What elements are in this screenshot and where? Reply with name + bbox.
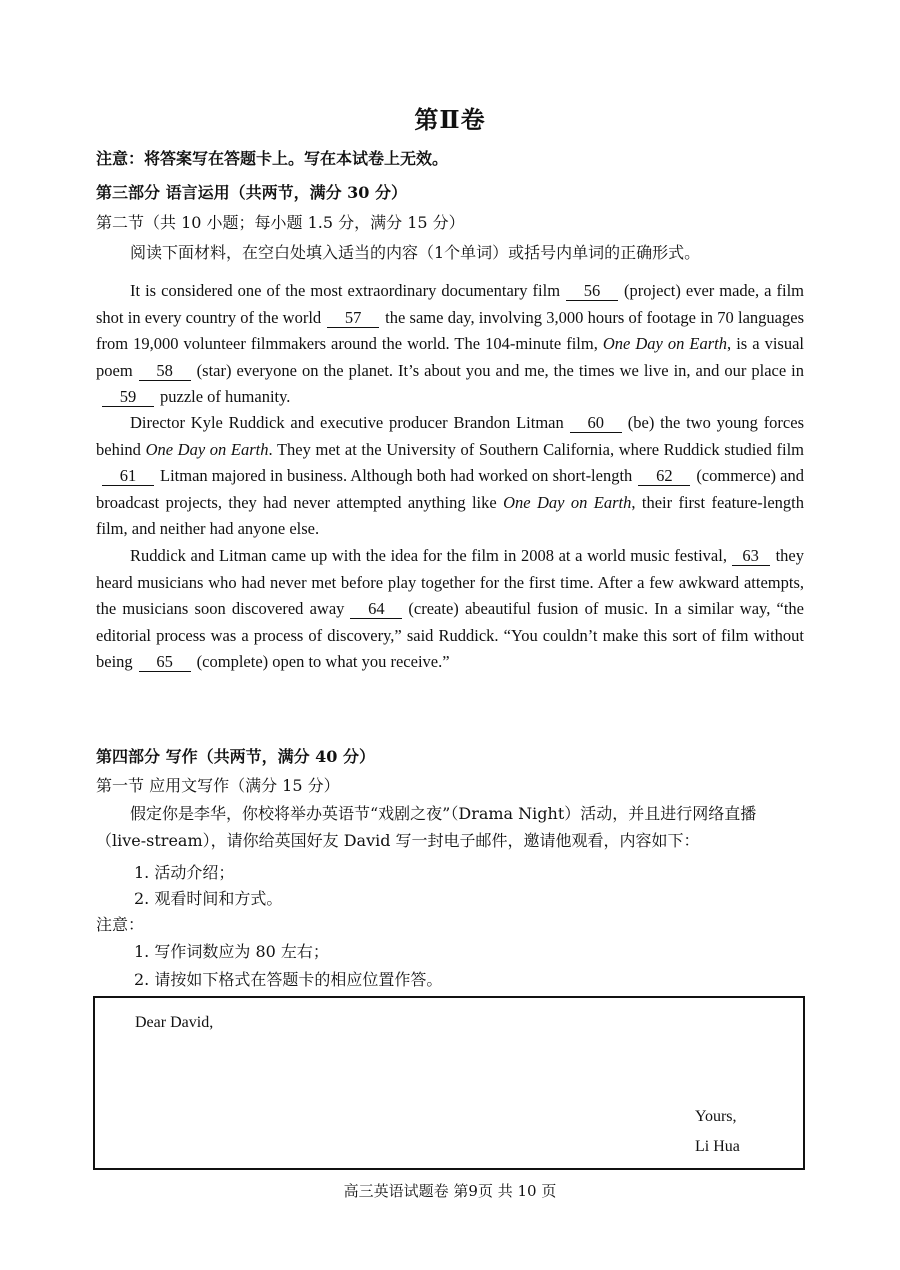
film-title: One Day on Earth [503, 492, 632, 512]
para1-text: puzzle of humanity. [160, 387, 291, 406]
para2-text: (commerce) and broadcast projects, they had never attempted anything like [96, 466, 804, 512]
blank-58: 58 [139, 362, 191, 381]
blank-59: 59 [102, 388, 154, 407]
para3-text: Ruddick and Litman came up with the idea for the film in 2008 at a world music festival, [130, 546, 727, 565]
part4-heading: 第四部分 写作（共两节，满分 40 分） [96, 747, 375, 766]
para3-text: they heard musicians who had never met before play together for the first time. After a few awkward attempts, the musicians soon discovered away [96, 546, 805, 618]
part3-heading: 第三部分 语言运用（共两节，满分 30 分） [96, 183, 407, 202]
para3-text: (create) abeautiful fusion of music. In a similar way, “the editorial process was a process of discovery,” said Ruddick. “You couldn’t make this sort of film without being [96, 599, 805, 671]
para1-text: the same day, involving 3,000 hours of footage in 70 languages from 19,000 volunteer filmmakers around the world. The 104-minute film, [96, 307, 804, 353]
part3-instruction: 阅读下面材料，在空白处填入适当的内容（1个单词）或括号内单词的正确形式。 [130, 243, 701, 262]
blank-61: 61 [102, 467, 154, 486]
passage-paragraph-2 [96, 410, 804, 543]
letter-format-box [93, 996, 805, 1170]
blank-60: 60 [570, 414, 622, 433]
film-title: One Day on Earth [145, 439, 269, 459]
para3-text: (complete) open to what you receive.” [196, 652, 450, 671]
blank-57: 57 [327, 309, 379, 328]
part3-section-heading: 第二节（共 10 小题；每小题 1.5 分，满分 15 分） [96, 213, 465, 232]
para2-text: (be) the two young forces behind [96, 413, 804, 459]
para2-text: Director Kyle Ruddick and executive producer Brandon Litman [130, 413, 564, 432]
letter-signature: Li Hua [695, 1138, 740, 1155]
passage-paragraph-1 [96, 278, 804, 411]
volume-title: 第Ⅱ卷 [414, 105, 486, 134]
page-footer: 高三英语试题卷 第9页 共 10 页 [343, 1182, 557, 1200]
part4-section-heading: 第一节 应用文写作（满分 15 分） [96, 776, 340, 795]
para2-text: , their first feature-length film, and neither had anyone else. [96, 492, 804, 538]
blank-63: 63 [732, 547, 770, 566]
note-item-1: 1. 写作词数应为 80 左右； [134, 942, 329, 961]
blank-65: 65 [139, 653, 191, 672]
para1-text: , is a visual poem [96, 334, 804, 380]
passage-paragraph-3 [96, 543, 804, 676]
blank-62: 62 [638, 467, 690, 486]
letter-greeting: Dear David, [135, 1014, 214, 1031]
para1-text: It is considered one of the most extraordinary documentary film [130, 281, 561, 300]
film-title: One Day on Earth [602, 334, 728, 353]
para2-text: . They met at the University of Southern California, where Ruddick studied film [268, 439, 804, 459]
blank-64: 64 [350, 600, 402, 619]
content-item-1: 1. 活动介绍； [134, 863, 235, 882]
note-label: 注意： [96, 915, 145, 934]
para1-text: (star) everyone on the planet. It’s about you and me, the times we live in, and our place in [196, 360, 804, 380]
para1-text: (project) ever made, a film shot in every country of the world [96, 281, 804, 327]
writing-task-prompt [96, 800, 804, 854]
letter-closing: Yours, [695, 1108, 737, 1125]
note-item-2: 2. 请按如下格式在答题卡的相应位置作答。 [134, 970, 443, 989]
para2-text: Litman majored in business. Although both had worked on short-length [160, 466, 633, 485]
blank-56: 56 [566, 282, 618, 301]
writing-task-text: 假定你是李华，你校将举办英语节“戏剧之夜”（Drama Night）活动，并且进行网络直播（live-stream），请你给英国好友 David 写一封电子邮件，邀请他观看，内容如下： [96, 804, 757, 850]
answer-notice: 注意：将答案写在答题卡上。写在本试卷上无效。 [96, 149, 449, 168]
content-item-2: 2. 观看时间和方式。 [134, 889, 283, 908]
